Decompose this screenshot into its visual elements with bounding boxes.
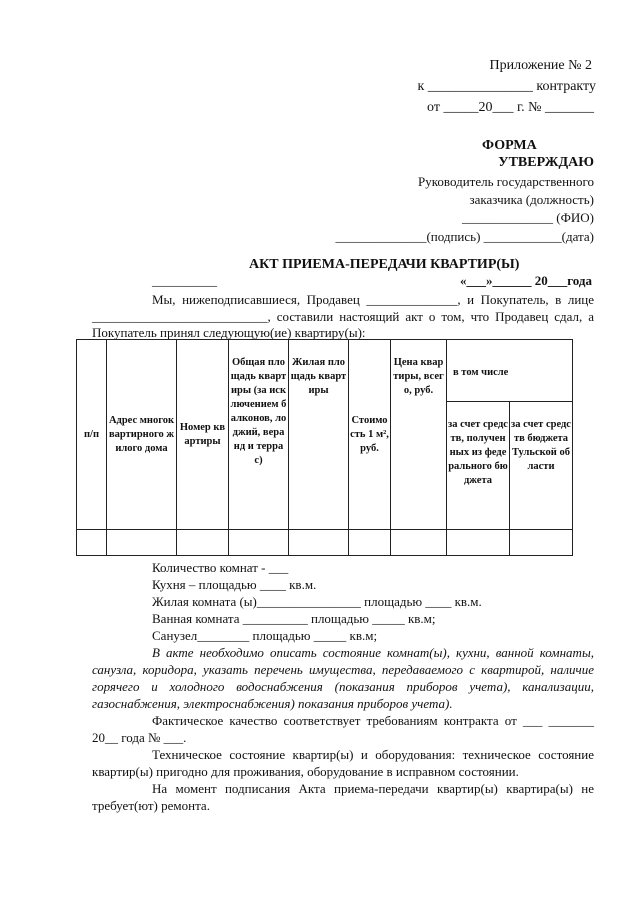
intro-line-2: ___________________________, составили настоящий акт о том, что Продавец сдал, а: [92, 309, 594, 324]
header-total-area: [229, 340, 289, 530]
quality-line-1: Фактическое качество соответствует требованиям контракта от ___ _______: [152, 713, 594, 728]
table-cell-federal: [447, 530, 510, 556]
header-including-label: в том числе: [453, 367, 509, 378]
kitchen-area: Кухня – площадью ____ кв.м.: [152, 577, 317, 592]
header-total-area-label: Общая площадь квартиры (за исключением балконов, лоджий, веранд и террас): [230, 357, 287, 466]
repair-line-2: требует(ют) ремонта.: [92, 798, 210, 813]
place-blank: __________: [152, 273, 217, 288]
note-line-2: санузла, коридора, указать перечень имущества, передаваемого с квартирой, наличие: [92, 662, 594, 677]
table-cell-apt-number: [177, 530, 229, 556]
note-line-1: В акте необходимо описать состояние комнат(ы), кухни, ванной комнаты,: [152, 645, 594, 660]
header-price-sqm: [349, 340, 391, 530]
living-room-area: Жилая комната (ы)________________ площадью ____ кв.м.: [152, 594, 482, 609]
header-price-total-label: Цена квартиры, всего, руб.: [393, 357, 444, 396]
intro-line-1: Мы, нижеподписавшиеся, Продавец ______________, и Покупатель, в лице: [152, 292, 594, 307]
header-regional: [510, 402, 573, 530]
rooms-count: Количество комнат - ___: [152, 560, 289, 575]
header-num: [77, 340, 107, 530]
table-cell-living-area: [289, 530, 349, 556]
header-price-sqm-label: Стоимость 1 м², руб.: [350, 414, 389, 454]
bathroom-area: Ванная комната __________ площадью _____ кв.м;: [152, 611, 436, 626]
appendix-label: Приложение № 2: [489, 58, 592, 73]
header-price-total: [391, 340, 447, 530]
form-label: ФОРМА: [482, 138, 537, 153]
header-apt-number-label: Номер квартиры: [179, 421, 226, 447]
intro-line-3: Покупатель принял следующую(ие) квартиру(ы):: [92, 325, 366, 340]
header-address-label: Адрес многоквартирного жилого дома: [108, 414, 175, 454]
header-living-area: [289, 340, 349, 530]
table-cell-total-area: [229, 530, 289, 556]
table-cell-regional: [510, 530, 573, 556]
header-address: [107, 340, 177, 530]
act-title: АКТ ПРИЕМА-ПЕРЕДАЧИ КВАРТИР(Ы): [249, 257, 520, 272]
quality-line-2: 20__ года № ___.: [92, 730, 187, 745]
contract-reference: к _______________ контракту: [417, 79, 596, 94]
header-regional-label: за счет средств бюджета Тульской области: [511, 419, 571, 472]
note-line-3: горячего и холодного водоснабжения (показания приборов учета), канализации,: [92, 679, 594, 694]
technical-line-2: квартир(ы) пригодно для проживания, оборудование в исправном состоянии.: [92, 764, 519, 779]
header-including: [447, 340, 573, 402]
header-federal-label: за счет средств, полученных из федерального бюджета: [448, 419, 508, 486]
technical-line-1: Техническое состояние квартир(ы) и оборудования: техническое состояние: [152, 747, 594, 762]
customer-head-title: Руководитель государственного: [418, 174, 594, 189]
contract-date-number: от _____20___ г. № _______: [427, 100, 594, 115]
signature-date-field: ______________(подпись) ____________(дата): [335, 229, 594, 244]
fio-field: ______________ (ФИО): [462, 210, 594, 225]
toilet-area: Санузел________ площадью _____ кв.м;: [152, 628, 378, 643]
table-cell-price-sqm: [349, 530, 391, 556]
approve-label: УТВЕРЖДАЮ: [498, 155, 594, 170]
header-num-label: п/п: [83, 428, 100, 440]
header-federal: [447, 402, 510, 530]
apartments-table: [76, 339, 573, 556]
header-living-area-label: Жилая площадь квартиры: [290, 357, 347, 396]
table-cell-price-total: [391, 530, 447, 556]
note-line-4: газоснабжения, электроснабжения) показания приборов учета).: [92, 696, 453, 711]
table-cell-num: [77, 530, 107, 556]
table-cell-address: [107, 530, 177, 556]
customer-head-position: заказчика (должность): [469, 192, 594, 207]
repair-line-1: На момент подписания Акта приема-передачи квартир(ы) квартира(ы) не: [152, 781, 594, 796]
act-date: «___»______ 20___года: [459, 273, 592, 288]
header-apt-number: [177, 340, 229, 530]
